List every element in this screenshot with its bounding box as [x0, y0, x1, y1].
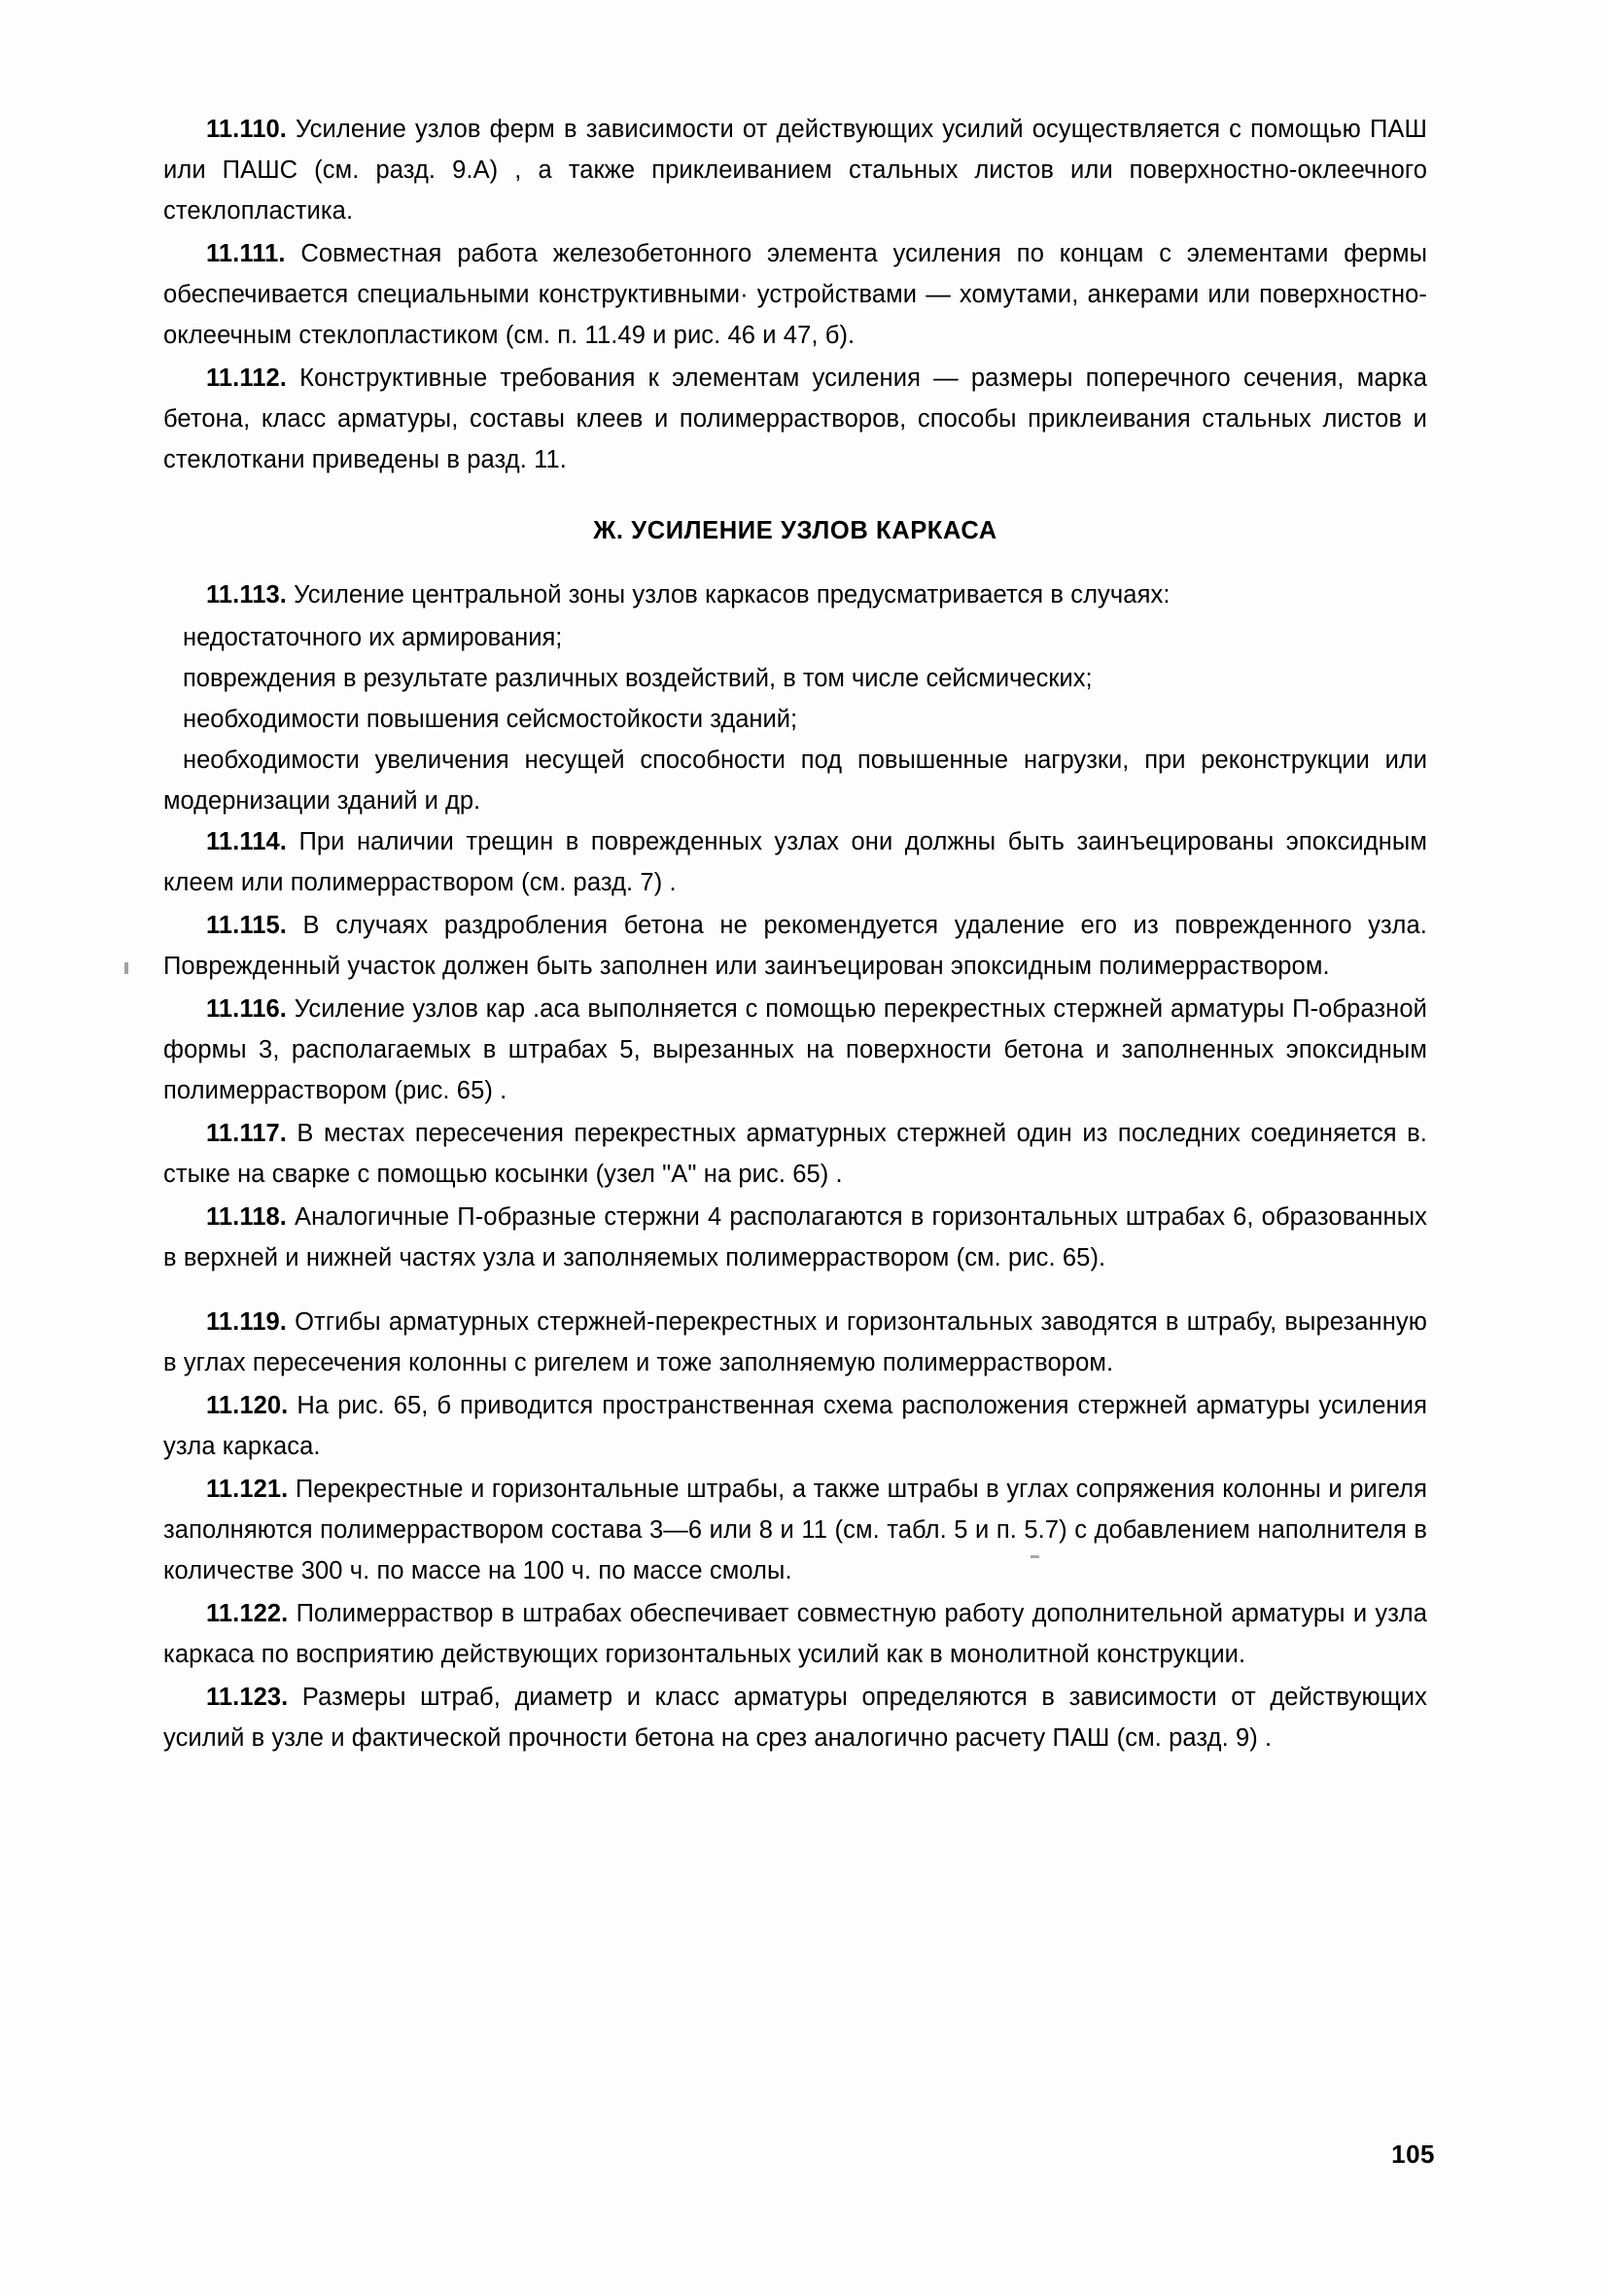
paragraph-text: На рис. 65, б приводится пространственная схема расположения стержней арматуры усиления узла каркаса. [163, 1392, 1427, 1460]
paragraph-number: 11.112. [206, 365, 287, 392]
paragraph-number: 11.115. [206, 912, 287, 939]
paragraph-text: Усиление узлов ферм в зависимости от действующих усилий осуществляется с помощью ПАШ или ПАШС (см. разд. 9.А) , а также приклеиванием стальных листов или поверхностно-оклеечного стеклопластика. [163, 116, 1427, 225]
paragraph-11-118 [163, 1197, 1427, 1278]
paragraph-number: 11.110. [206, 116, 287, 143]
paragraph-11-112 [163, 358, 1427, 480]
paragraph-number: 11.121. [206, 1476, 289, 1503]
paragraph-11-119 [163, 1302, 1427, 1383]
paragraph-11-114 [163, 821, 1427, 903]
paragraph-11-120 [163, 1385, 1427, 1467]
paragraph-text: В местах пересечения перекрестных арматурных стержней один из последних соединяется в. стыке на сварке с помощью косынки (узел "А" на рис. 65) . [163, 1120, 1427, 1188]
paragraph-11-115 [163, 905, 1427, 987]
paragraph-11-116 [163, 989, 1427, 1111]
paragraph-text: Усиление узлов кар .аса выполняется с помощью перекрестных стержней арматуры П-образной формы 3, располагаемых в штрабах 5, вырезанных на поверхности бетона и заполненных эпоксидным полимерраствором (рис. 65) . [163, 995, 1427, 1104]
paragraph-11-111 [163, 233, 1427, 356]
paragraph-spacer [163, 1280, 1427, 1302]
paragraph-11-113 [163, 574, 1427, 615]
paragraph-text: Усиление центральной зоны узлов каркасов предусматривается в случаях: [286, 581, 1171, 609]
paragraph-11-110 [163, 109, 1427, 231]
list-item: необходимости увеличения несущей способности под повышенные нагрузки, при реконструкции или модернизации зданий и др. [163, 747, 1427, 815]
scan-artifact-mark [124, 962, 128, 974]
list-item: повреждения в результате различных воздействий, в том числе сейсмических; [183, 665, 1093, 692]
paragraph-text: Аналогичные П-образные стержни 4 располагаются в горизонтальных штрабах 6, образованных в верхней и нижней частях узла и заполняемых полимерраствором (см. рис. 65). [163, 1203, 1427, 1271]
section-heading: Ж. УСИЛЕНИЕ УЗЛОВ КАРКАСА [593, 517, 997, 544]
paragraph-number: 11.122. [206, 1600, 289, 1627]
paragraph-text: Полимерраствор в штрабах обеспечивает совместную работу дополнительной арматуры и узла каркаса по восприятию действующих горизонтальных усилий как в монолитной конструкции. [163, 1600, 1427, 1668]
paragraph-number: 11.111. [206, 240, 286, 267]
paragraph-number: 11.113. [206, 581, 287, 609]
paragraph-11-121 [163, 1469, 1427, 1591]
paragraph-text: В случаях раздробления бетона не рекомендуется удаление его из поврежденного узла. Поврежденный участок должен быть заполнен или заинъецирован эпоксидным полимерраствором. [163, 912, 1427, 980]
paragraph-11-123 [163, 1677, 1427, 1758]
paragraph-number: 11.119. [206, 1308, 287, 1336]
list-item: необходимости повышения сейсмостойкости зданий; [183, 706, 798, 733]
paragraph-number: 11.118. [206, 1203, 287, 1231]
paragraph-text: Перекрестные и горизонтальные штрабы, а также штрабы в углах сопряжения колонны и ригеля заполняются полимерраствором состава 3—6 или 8 и 11 (см. табл. 5 и п. 5.7) с добавлением наполнителя в количестве 300 ч. по массе на 100 ч. по массе смолы. [163, 1476, 1427, 1584]
paragraph-number: 11.123. [206, 1684, 289, 1711]
paragraph-text: Конструктивные требования к элементам усиления — размеры поперечного сечения, марка бетона, класс арматуры, составы клеев и полимеррастворов, способы приклеивания стальных листов и стеклоткани приведены в разд. 11. [163, 365, 1427, 473]
paragraph-number: 11.117. [206, 1120, 287, 1147]
page-number: 105 [1391, 2139, 1435, 2169]
paragraph-number: 11.114. [206, 828, 287, 855]
paragraph-number: 11.116. [206, 995, 287, 1023]
paragraph-text: При наличии трещин в поврежденных узлах они должны быть заинъецированы эпоксидным клеем или полимерраствором (см. разд. 7) . [163, 828, 1427, 896]
list-item: недостаточного их армирования; [183, 624, 563, 651]
paragraph-text: Размеры штраб, диаметр и класс арматуры определяются в зависимости от действующих усилий в узле и фактической прочности бетона на срез аналогично расчету ПАШ (см. разд. 9) . [163, 1684, 1427, 1752]
paragraph-11-122 [163, 1593, 1427, 1675]
paragraph-text: Совместная работа железобетонного элемента усиления по концам с элементами фермы обеспечивается специальными конструктивными· устройствами — хомутами, анкерами или поверхностно-оклеечным стеклопластиком (см. п. 11.49 и рис. 46 и 47, б). [163, 240, 1427, 349]
paragraph-number: 11.120. [206, 1392, 289, 1419]
page-body [163, 109, 1427, 1760]
paragraph-text: Отгибы арматурных стержней-перекрестных и горизонтальных заводятся в штрабу, вырезанную в углах пересечения колонны с ригелем и тоже заполняемую полимерраствором. [163, 1308, 1427, 1376]
paragraph-11-117 [163, 1113, 1427, 1195]
